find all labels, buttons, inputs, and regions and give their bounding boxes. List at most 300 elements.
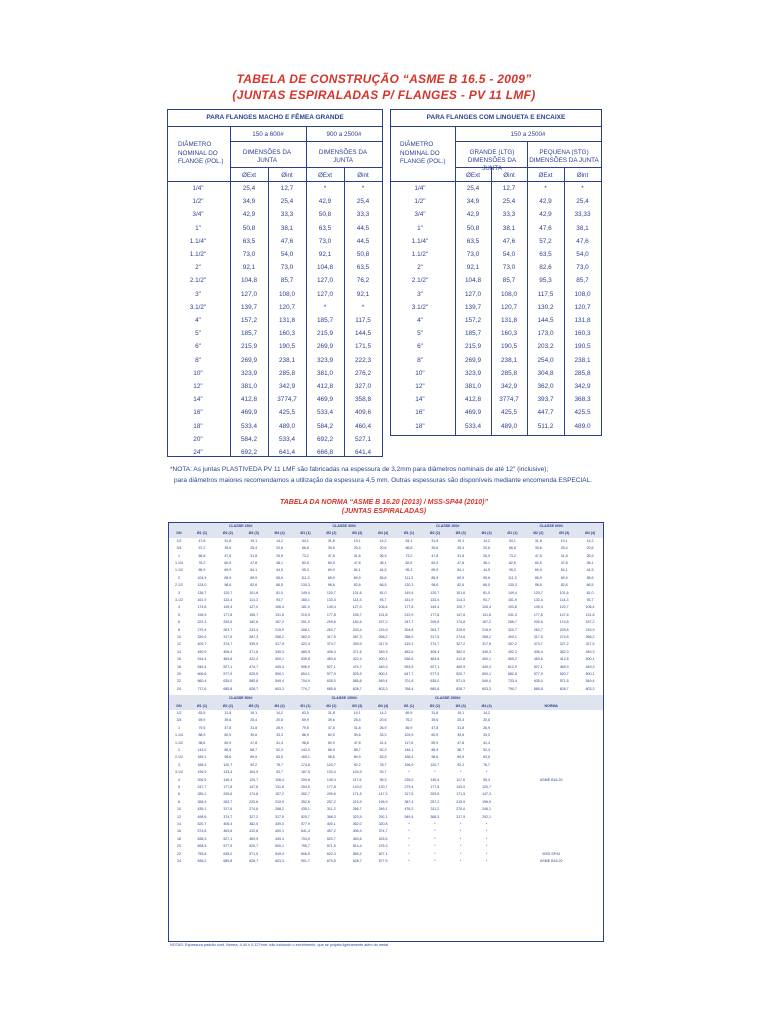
- table-cell: 117,5: [355, 317, 371, 324]
- norm-row: [169, 777, 603, 784]
- norm-cell: 124,0: [197, 583, 207, 588]
- norm-cell: 111,3: [301, 575, 310, 580]
- norm-cell: 317,5: [275, 642, 285, 647]
- norm-cell: 69,9: [198, 718, 206, 723]
- norm-cell: 527,1: [326, 664, 336, 669]
- table-cell: 3774,7: [277, 396, 297, 404]
- norm-cell: 131,8: [585, 612, 595, 617]
- norm-cell: 327,2: [249, 814, 259, 819]
- norm-cell: 457,2: [507, 642, 517, 647]
- norm-cell: 60,5: [534, 561, 542, 565]
- norm-cell: 685,8: [430, 686, 440, 691]
- table-cell: 489,0: [279, 422, 295, 430]
- table-cell: 76,2: [356, 277, 370, 285]
- table-cell: 73,0: [576, 264, 589, 272]
- table-cell: 25,4: [466, 185, 480, 192]
- norm-cell: 136,7: [197, 590, 207, 595]
- table-cell: 511,2: [537, 422, 554, 430]
- norm-cell: 500,1: [585, 672, 595, 676]
- norm-cell: 593,9: [404, 664, 414, 669]
- table-cell: 190,5: [501, 343, 517, 351]
- norm-cell: 327,2: [559, 642, 569, 647]
- norm-row: [169, 725, 603, 732]
- norm-cell: 44,5: [586, 568, 594, 573]
- norm-cell: 85,9: [224, 748, 232, 752]
- norm-cell: 628,7: [249, 859, 259, 863]
- norm-cell: 165,1: [300, 598, 310, 602]
- norm-cell: 147,6: [249, 785, 259, 789]
- table-cell: 63,5: [242, 237, 256, 245]
- norm-cell: 47,8: [327, 725, 335, 730]
- norm-cell: *: [434, 822, 436, 826]
- norm-cell: 76,2: [405, 718, 413, 723]
- norm-cell: 147,6: [559, 612, 569, 617]
- table-cell: 130,2: [537, 303, 554, 311]
- table-cell: 54,0: [502, 251, 516, 258]
- norm-cell: 527,1: [223, 836, 233, 841]
- table-cell: 2.1/2": [411, 277, 429, 285]
- norm-cell: 449,3: [275, 836, 285, 841]
- norm-cell: *: [459, 770, 462, 775]
- norm-cell: 147,3: [482, 792, 492, 797]
- norm-cell: 901,7: [300, 859, 310, 863]
- norm-cell: 14,2: [483, 538, 491, 543]
- norm-cell: 274,6: [559, 635, 569, 639]
- norm-cell: 31,8: [327, 711, 335, 715]
- norm-cell: 215,9: [378, 627, 388, 632]
- norm-cell: 26,9: [276, 553, 284, 558]
- table-cell: 327,0: [355, 383, 371, 390]
- table-cell: 139,7: [241, 303, 257, 311]
- norm-cell: 69,9: [431, 740, 439, 745]
- norm-cell: 327,2: [456, 642, 466, 647]
- norm-cell: 577,9: [533, 672, 543, 676]
- norm-cell: 19,1: [353, 538, 361, 543]
- norm-cell: 31,8: [457, 553, 465, 558]
- table-cell: 6": [195, 343, 201, 351]
- norm-cell: 149,4: [223, 777, 233, 782]
- norm-cell: 63,5: [301, 711, 309, 715]
- norm-cell: 463,6: [533, 657, 543, 662]
- table-cell: 3": [417, 290, 423, 298]
- norm-row: [169, 821, 603, 828]
- norm-cell: 165,1: [197, 755, 207, 760]
- norm-cell: 685,8: [223, 686, 233, 691]
- table-cell: 185,7: [317, 317, 333, 324]
- norm-cell: 577,9: [326, 672, 336, 676]
- norm-cell: 82,6: [353, 583, 361, 588]
- norm-cell: 174,8: [197, 605, 207, 610]
- norm-cell: 3/4: [176, 546, 182, 551]
- norm-cell: 131,8: [378, 612, 388, 617]
- norm-cell: 181,0: [300, 605, 310, 610]
- norm-cell: 311,2: [326, 807, 336, 812]
- norm-cell: 317,5: [404, 792, 414, 797]
- norm-cell: 257,2: [430, 799, 440, 804]
- norm-cell: 26,9: [276, 725, 284, 730]
- norm-cell: 1: [178, 725, 180, 730]
- norm-cell: Ø4 (4): [377, 703, 389, 708]
- table-cell: 692,2: [317, 435, 333, 443]
- norm-cell: 449,3: [482, 664, 492, 669]
- right-col-ext-1: ØExt: [466, 172, 480, 179]
- table-cell: 12,7: [280, 185, 294, 192]
- norm-cell: Ø3 (3): [455, 531, 466, 536]
- norm-cell: 95,3: [301, 568, 309, 573]
- norm-cell: 500,1: [275, 844, 285, 849]
- norm-cell: 63,5: [276, 755, 284, 760]
- norm-cell: *: [459, 859, 462, 863]
- norm-cell: 25,4: [457, 718, 465, 723]
- right-table-row: [0, 195, 768, 208]
- norm-cell: 527,1: [223, 664, 233, 669]
- norm-cell: 33,3: [276, 733, 284, 738]
- norm-cell: 133,4: [430, 598, 440, 602]
- norm-cell: 768,4: [404, 686, 414, 691]
- norm-cell: 196,9: [482, 799, 492, 804]
- norm-row: [169, 545, 603, 552]
- norm-cell: 95,3: [405, 568, 413, 573]
- table-cell: 393,7: [537, 396, 554, 404]
- norm-cell: 520,7: [197, 822, 207, 826]
- norm-cell: 449,3: [275, 664, 285, 669]
- table-cell: 304,8: [537, 369, 554, 377]
- norm-cell: 520,7: [249, 844, 259, 849]
- norm-cell: 177,8: [223, 785, 233, 789]
- norm-cell: *: [485, 851, 488, 856]
- norm-cell: 268,2: [585, 635, 595, 639]
- table-cell: 108,0: [279, 290, 295, 298]
- table-cell: 173,0: [537, 330, 554, 338]
- norm-cell: *: [408, 770, 410, 775]
- table-cell: 215,9: [317, 330, 333, 338]
- table-cell: 185,7: [241, 330, 257, 338]
- norm-cell: Ø1 (1): [300, 703, 311, 708]
- norm-cell: 311,2: [430, 807, 440, 812]
- table-cell: 42,9: [318, 198, 332, 206]
- norm-cell: 69,9: [457, 755, 465, 760]
- right-table-row: [0, 208, 768, 221]
- norm-cell: 146,1: [404, 748, 414, 752]
- norm-cell: 47,8: [198, 538, 206, 543]
- left-table-row: [0, 446, 768, 459]
- norm-cell: 358,9: [404, 635, 414, 639]
- right-table-row: [0, 314, 768, 327]
- table-cell: 5": [195, 330, 201, 338]
- norm-cell: 406,4: [430, 649, 440, 654]
- table-cell: 269,9: [465, 356, 481, 364]
- table-cell: 412,8: [465, 396, 481, 404]
- norm-cell: 349,3: [275, 822, 285, 826]
- norm-cell: 41,4: [483, 740, 491, 745]
- norm-cell: 520,7: [559, 672, 569, 676]
- norm-cell: 304,8: [404, 627, 414, 632]
- norm-cell: 47,8: [353, 561, 361, 565]
- norm-cell: 143,0: [197, 748, 207, 752]
- table-cell: *: [323, 185, 327, 192]
- page-subtitle: (JUNTAS ESPIRALADAS P/ FLANGES - PV 11 LMF): [232, 88, 536, 102]
- table-cell: 120,7: [574, 303, 591, 311]
- norm-row: [169, 828, 603, 835]
- norm-table: [168, 522, 604, 942]
- table-cell: 3.1/2": [411, 303, 429, 311]
- table-cell: 38,1: [576, 224, 589, 232]
- norm-cell: 3.1/2: [175, 598, 183, 602]
- table-cell: 2": [417, 264, 423, 272]
- norm-row: [169, 538, 603, 545]
- norm-cell: Ø4 (4): [274, 703, 285, 708]
- norm-cell: 174,8: [300, 762, 310, 767]
- norm-cell: 177,8: [533, 612, 543, 617]
- table2-subtitle: (JUNTAS ESPIRALADAS): [341, 508, 427, 515]
- table-cell: 3774,7: [499, 396, 519, 404]
- table-cell: 25,4: [576, 198, 589, 206]
- norm-cell: 400,1: [378, 657, 388, 662]
- table-cell: *: [361, 185, 365, 192]
- norm-cell: 317,5: [275, 814, 285, 819]
- norm-cell: *: [408, 859, 410, 863]
- norm-cell: 24: [177, 859, 181, 863]
- norm-cell: 60,5: [327, 733, 335, 738]
- norm-cell: 54,1: [405, 538, 413, 543]
- norm-cell: 22: [177, 679, 181, 684]
- norm-cell: 12: [177, 814, 181, 819]
- norm-cell: 308,1: [300, 627, 310, 632]
- norm-cell: 400,1: [585, 657, 595, 662]
- right-table-row: [0, 235, 768, 248]
- table-cell: 425,5: [279, 409, 295, 417]
- norm-cell: 69,9: [353, 575, 361, 580]
- norm-cell: *: [434, 859, 436, 863]
- table-cell: 1.1/4": [189, 237, 207, 245]
- table-cell: 50,8: [466, 224, 480, 232]
- table-cell: 1.1/2": [411, 251, 429, 258]
- norm-cell: 14,2: [276, 711, 284, 715]
- norm-cell: 69,9: [224, 568, 232, 573]
- norm-cell: 14,2: [379, 711, 387, 715]
- norm-cell: 362,0: [249, 822, 259, 826]
- norm-cell: 174,8: [559, 620, 569, 625]
- norm-cell: *: [408, 829, 410, 834]
- norm-cell: 98,6: [224, 583, 232, 588]
- norm-cell: 268,2: [378, 635, 388, 639]
- norm-cell: 38,1: [379, 561, 387, 565]
- norm-cell: Ø2 (2): [222, 703, 233, 708]
- norm-cell: 457,2: [326, 829, 336, 834]
- norm-cell: 209,6: [300, 777, 310, 782]
- norm-cell: 25,4: [250, 718, 258, 723]
- norm-cell: 270,0: [456, 807, 466, 812]
- table-cell: 409,6: [355, 409, 371, 417]
- norm-cell: 177,8: [223, 612, 233, 617]
- norm-cell: 66,5: [483, 583, 491, 588]
- norm-cell: 254,0: [300, 785, 310, 789]
- norm-cell: 368,3: [430, 814, 440, 819]
- norm-cell: 349,3: [482, 649, 492, 654]
- norm-cell: DN: [176, 531, 182, 536]
- norm-cell: 26,9: [483, 725, 491, 730]
- norm-cell: 387,4: [404, 799, 414, 804]
- norm-row: [169, 671, 603, 678]
- norm-cell: 241,3: [507, 612, 517, 617]
- table-cell: 1/4": [414, 185, 426, 192]
- norm-cell: 39,6: [327, 546, 335, 551]
- norm-cell: Ø1 (1): [403, 703, 415, 708]
- norm-cell: 323,9: [352, 814, 362, 819]
- norm-cell: 2.1/2: [175, 755, 183, 760]
- table-cell: 412,8: [317, 383, 333, 390]
- norm-cell: 47,8: [457, 740, 465, 745]
- norm-cell: 85,9: [198, 568, 206, 573]
- norm-cell: *: [459, 851, 462, 856]
- norm-cell: Ø1 (1): [300, 531, 311, 536]
- norm-cell: 603,3: [378, 686, 388, 691]
- norm-cell: 474,7: [249, 664, 259, 669]
- table-cell: 47,6: [539, 224, 552, 232]
- table-cell: 533,4: [241, 422, 257, 430]
- norm-cell: 26,9: [379, 725, 387, 730]
- norm-cell: 39,6: [353, 733, 361, 738]
- norm-cell: 31,8: [560, 553, 568, 558]
- norm-cell: 660,4: [197, 679, 207, 684]
- norm-cell: 93,7: [276, 598, 284, 602]
- norm-cell: 520,7: [456, 672, 466, 676]
- right-class-1: 150 a 2500#: [510, 131, 546, 138]
- norm-cell: 55,6: [483, 575, 491, 580]
- table-cell: 342,9: [501, 383, 517, 390]
- norm-cell: 161,9: [404, 598, 414, 602]
- norm-cell: 31,8: [431, 711, 439, 715]
- norm-cell: 215,9: [585, 627, 595, 632]
- table-cell: 63,5: [356, 264, 370, 272]
- norm-cell: 539,8: [300, 657, 310, 662]
- norm-cell: 157,2: [275, 620, 285, 625]
- table-cell: 47,6: [502, 237, 516, 245]
- norm-cell: 339,9: [352, 642, 362, 647]
- norm-cell: 85,9: [431, 748, 439, 752]
- norm-cell: 73,2: [508, 553, 516, 558]
- norm-cell: 514,4: [352, 844, 362, 849]
- norm-cell: 66,8: [405, 546, 413, 551]
- table-cell: 12": [415, 383, 425, 390]
- norm-cell: 76,2: [198, 561, 206, 565]
- norm-cell: 685,8: [223, 859, 233, 863]
- norm-cell: 101,6: [352, 590, 362, 595]
- norm-cell: 1.1/2: [175, 568, 183, 573]
- norm-cell: 374,7: [223, 642, 233, 647]
- norm-cell: 482,6: [404, 649, 414, 654]
- norm-cell: 69,9: [353, 755, 361, 760]
- norm-cell: 73,2: [405, 553, 413, 558]
- table-cell: 1": [417, 224, 423, 232]
- norm-cell: 449,3: [378, 664, 388, 669]
- table-cell: 489,0: [501, 422, 517, 430]
- norm-cell: 69,9: [534, 568, 542, 573]
- norm-cell: 120,7: [430, 762, 440, 767]
- norm-cell: 171,5: [456, 792, 466, 797]
- norm-cell: ASME B16.20: [539, 859, 563, 863]
- norm-cell: 98,6: [431, 755, 439, 760]
- norm-cell: 104,9: [249, 770, 259, 775]
- table-cell: 1": [195, 224, 201, 232]
- table-cell: 95,3: [539, 277, 552, 285]
- norm-cell: 111,3: [508, 575, 517, 580]
- table-cell: 254,0: [537, 356, 554, 364]
- norm-cell: 209,6: [430, 620, 440, 625]
- norm-cell: Ø3 (3): [352, 703, 363, 708]
- norm-cell: 679,5: [326, 859, 336, 863]
- table-cell: 692,2: [241, 449, 257, 456]
- norm-cell: 520,7: [326, 836, 336, 841]
- norm-cell: 52,3: [379, 748, 387, 752]
- table-cell: 584,2: [241, 435, 257, 443]
- norm-cell: 806,5: [300, 851, 310, 856]
- norm-cell: 157,2: [482, 620, 492, 625]
- norm-cell: 320,7: [507, 627, 517, 632]
- table-cell: 33,33: [574, 211, 591, 219]
- table-cell: 641,4: [279, 449, 295, 456]
- norm-cell: CLASSE 900#: [228, 696, 253, 701]
- norm-cell: CLASSE 600#: [539, 524, 564, 528]
- norm-cell: 6: [178, 620, 180, 625]
- table-cell: 57,2: [539, 237, 552, 245]
- norm-cell: 352,6: [300, 799, 310, 804]
- norm-cell: 406,4: [223, 822, 233, 826]
- norm-cell: 406,4: [533, 649, 543, 654]
- norm-cell: 263,7: [223, 627, 233, 632]
- norm-cell: *: [434, 829, 436, 834]
- norm-cell: 463,6: [430, 657, 440, 662]
- table-cell: 127,0: [317, 290, 333, 298]
- norm-cell: 161,9: [197, 598, 207, 602]
- norm-cell: Ø4 (4): [274, 531, 285, 536]
- norm-cell: 104,9: [352, 770, 362, 775]
- norm-cell: 168,4: [197, 762, 207, 767]
- norm-cell: 209,6: [223, 792, 233, 797]
- norm-row: [169, 597, 603, 604]
- norm-cell: 41,4: [276, 740, 284, 745]
- table-cell: 25,4: [280, 198, 294, 206]
- norm-cell: 39,6: [327, 718, 335, 723]
- table-cell: 120,7: [501, 303, 517, 311]
- norm-cell: 641,4: [300, 829, 310, 834]
- norm-col-header: [169, 530, 603, 537]
- norm-cell: 215,9: [456, 799, 466, 804]
- norm-cell: 111,3: [404, 575, 414, 580]
- right-table-header: PARA FLANGES COM LINGUETA E ENCAIXE: [426, 114, 566, 121]
- right-col-int-1: Øint: [503, 172, 515, 179]
- norm-cell: 263,7: [223, 799, 233, 804]
- norm-cell: 12: [177, 642, 181, 647]
- table-cell: 425,5: [501, 409, 517, 417]
- norm-cell: 14,2: [586, 538, 594, 543]
- norm-cell: 127,0: [249, 605, 259, 610]
- table-cell: 18": [415, 422, 425, 430]
- norm-cell: 406,4: [352, 829, 362, 834]
- norm-cell: 120,7: [378, 785, 388, 789]
- norm-cell: 574,8: [197, 829, 207, 834]
- norm-cell: 19,1: [560, 538, 568, 543]
- norm-cell: 95,3: [483, 777, 491, 782]
- table-cell: 92,1: [242, 264, 256, 272]
- right-small-label: PEQUENA (STG) DIMENSÕES DA JUNTA: [529, 149, 599, 164]
- norm-cell: 54,1: [560, 568, 568, 573]
- left-table-header: PARA FLANGES MACHO E FÊMEA GRANDE: [206, 114, 344, 121]
- table-cell: 1.1/2": [189, 251, 207, 258]
- norm-cell: Ø3 (3): [352, 531, 363, 536]
- right-table-row: [0, 420, 768, 433]
- norm-row: [169, 641, 603, 648]
